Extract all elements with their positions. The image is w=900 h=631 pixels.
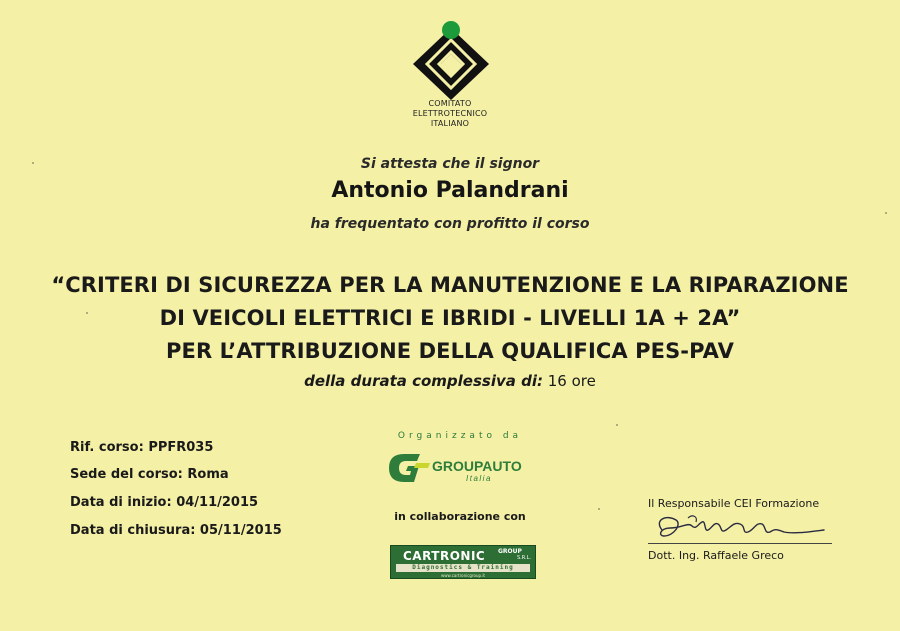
recipient-name: Antonio Palandrani bbox=[331, 178, 569, 203]
cei-green-dot-icon bbox=[442, 21, 460, 39]
cartronic-group: GROUP bbox=[498, 548, 522, 555]
course-title-line-3: PER L’ATTRIBUZIONE DELLA QUALIFICA PES-PAV bbox=[166, 339, 734, 363]
organization-name-line: COMITATO bbox=[428, 99, 472, 108]
paper-speck bbox=[86, 312, 88, 314]
groupauto-logo bbox=[386, 450, 546, 486]
course-start-date: Data di inizio: 04/11/2015 bbox=[70, 495, 259, 510]
cartronic-logo bbox=[390, 545, 536, 579]
handwritten-signature bbox=[648, 510, 838, 546]
cartronic-srl: S.R.L. bbox=[517, 555, 532, 561]
organization-name-line: ELETTROTECNICO bbox=[412, 109, 488, 118]
cartronic-tagline: Diagnostics & Training bbox=[412, 564, 514, 571]
course-title-line-1: “CRITERI DI SICUREZZA PER LA MANUTENZIONE E LA RIPARAZIONE bbox=[51, 273, 849, 297]
cartronic-url: www.cartronicgroup.it bbox=[441, 573, 485, 578]
course-reference: Rif. corso: PPFR035 bbox=[70, 440, 214, 455]
course-end-date: Data di chiusura: 05/11/2015 bbox=[70, 523, 282, 538]
organization-name bbox=[400, 99, 500, 129]
paper-speck bbox=[616, 424, 618, 426]
course-title-line-2: DI VEICOLI ELETTRICI E IBRIDI - LIVELLI 1A + 2A” bbox=[159, 306, 741, 330]
cei-logo bbox=[405, 14, 497, 104]
groupauto-name: GROUPAUTO bbox=[432, 458, 522, 474]
paper-speck bbox=[32, 162, 34, 164]
organization-name-line: ITALIANO bbox=[430, 119, 470, 128]
signature-line bbox=[648, 543, 832, 544]
course-location: Sede del corso: Roma bbox=[70, 467, 229, 482]
groupauto-sub: Italia bbox=[466, 474, 492, 483]
signature-role: Il Responsabile CEI Formazione bbox=[648, 497, 820, 510]
duration-label: della durata complessiva di: bbox=[304, 372, 543, 390]
paper-speck bbox=[885, 212, 887, 214]
attended-text: ha frequentato con profitto il corso bbox=[310, 216, 590, 232]
groupauto-g-icon bbox=[389, 454, 430, 482]
cartronic-tagline-band bbox=[396, 564, 530, 572]
duration bbox=[0, 372, 900, 390]
signer-name: Dott. Ing. Raffaele Greco bbox=[648, 549, 784, 562]
organized-by-label: Organizzato da bbox=[397, 431, 523, 441]
cartronic-name: CARTRONIC bbox=[403, 549, 486, 563]
paper-speck bbox=[598, 508, 600, 510]
duration-value: 16 ore bbox=[547, 372, 596, 390]
attest-text: Si attesta che il signor bbox=[360, 156, 540, 172]
collaboration-label: in collaborazione con bbox=[394, 510, 526, 523]
